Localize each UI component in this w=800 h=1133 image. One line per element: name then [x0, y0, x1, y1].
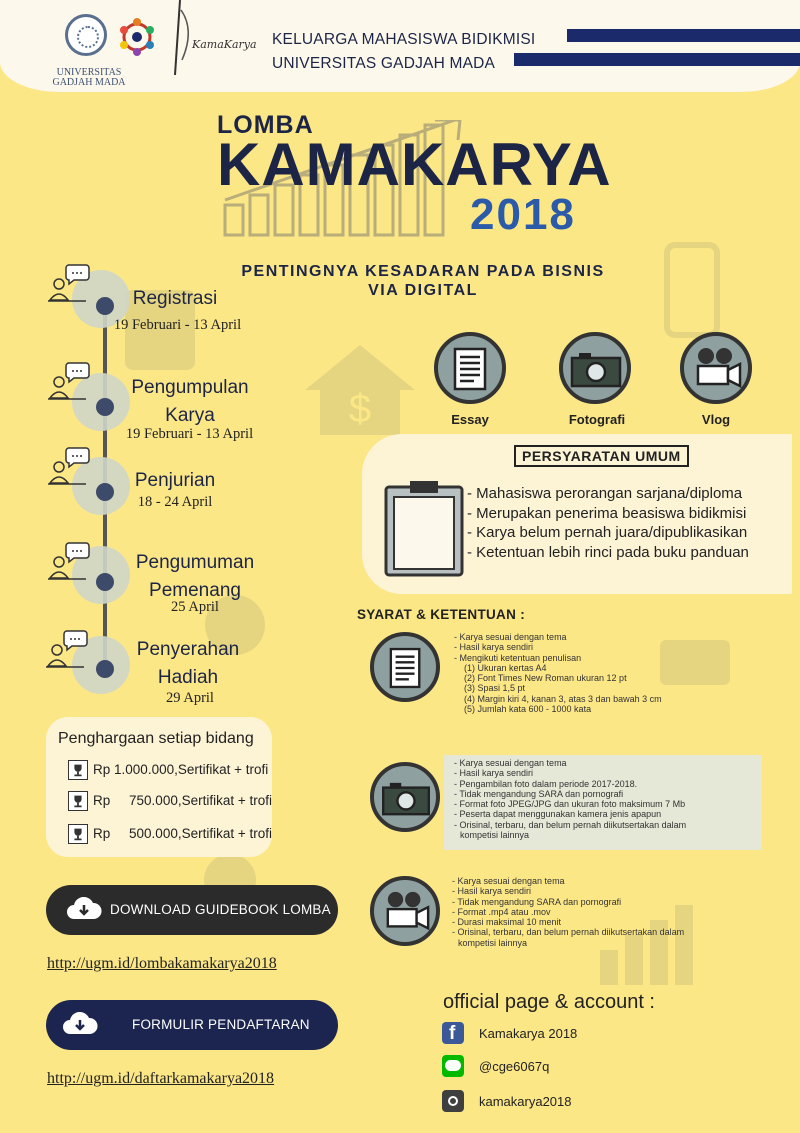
foto-category-circle	[559, 332, 631, 404]
event-year: 2018	[470, 190, 576, 239]
timeline-title-pengumuman: Pengumuman Pemenang	[135, 552, 255, 601]
line-handle[interactable]: @cge6067q	[479, 1059, 550, 1074]
video-camera-icon	[692, 344, 744, 394]
cloud-download-icon	[62, 1012, 98, 1038]
event-theme	[188, 262, 658, 300]
header-bar-bottom	[514, 53, 800, 66]
vlog-terms-circle	[370, 876, 440, 946]
requirements-title: PERSYARATAN UMUM	[514, 445, 689, 467]
line-icon[interactable]	[442, 1055, 464, 1077]
registration-form-button[interactable]	[46, 1000, 338, 1050]
person-chat-icon	[44, 628, 88, 672]
kamakarya-logo	[170, 0, 262, 75]
requirement-item: - Karya belum pernah juara/dipublikasikan	[467, 524, 748, 541]
person-chat-icon	[46, 445, 90, 489]
trophy-icon	[68, 824, 88, 844]
organizer-title	[272, 28, 535, 76]
registration-link[interactable]: http://ugm.id/daftarkamakarya2018	[47, 1070, 275, 1087]
award-row-1: Rp 1.000.000,Sertifikat + trofi	[93, 762, 269, 777]
foto-terms-list: - Karya sesuai dengan tema - Hasil karya sendiri - Pengambilan foto dalam periode 2017-2018. - Tidak mengandung SARA dan pornografi - Format foto JPEG/JPG dan ukuran foto maksimum 7 Mb - Peserta dapat menggunakan kamera jenis apapun - Orisinal, terbaru, dan belum pernah diikutsertakan dalam kompetisi lainnya	[454, 758, 687, 841]
document-icon	[452, 346, 490, 392]
person-chat-icon	[46, 540, 90, 584]
essay-terms-list: - Karya sesuai dengan tema - Hasil karya sendiri - Mengikuti ketentuan penulisan (1) Ukuran kertas A4 (2) Font Times New Roman ukuran 12 pt (3) Spasi 1,5 pt (4) Margin kiri 4, kanan 3, atas 3 dan bawah 3 cm (5) Jumlah kata 600 - 1000 kata	[454, 632, 662, 715]
download-guidebook-button[interactable]	[46, 885, 338, 935]
kmb-logo-icon	[117, 17, 157, 57]
download-button-label: DOWNLOAD GUIDEBOOK LOMBA	[110, 902, 331, 917]
timeline-title-registrasi: Registrasi	[132, 288, 218, 309]
video-camera-icon	[382, 888, 432, 936]
vlog-category-label: Vlog	[701, 412, 731, 427]
timeline-date-penjurian: 18 - 24 April	[137, 494, 213, 510]
camera-icon	[569, 350, 623, 390]
social-title: official page & account :	[443, 991, 655, 1013]
house-dollar-icon	[300, 340, 420, 440]
ugm-logo	[52, 14, 126, 92]
timeline-dot	[96, 398, 114, 416]
essay-terms-circle	[370, 632, 440, 702]
person-chat-icon	[46, 360, 90, 404]
trophy-icon	[68, 760, 88, 780]
timeline-dot	[96, 573, 114, 591]
timeline-title-penjurian: Penjurian	[134, 470, 216, 491]
event-prefix: LOMBA	[217, 111, 314, 139]
timeline-date-pengumuman: 25 April	[171, 599, 219, 615]
event-theme-line1: PENTINGNYA KESADARAN PADA BISNIS	[241, 263, 605, 280]
instagram-icon[interactable]	[442, 1090, 464, 1112]
instagram-handle[interactable]: kamakarya2018	[479, 1094, 572, 1109]
phone-icon	[662, 240, 722, 340]
award-row-3: Rp 500.000,Sertifikat + trofi	[93, 826, 273, 841]
terms-title: SYARAT & KETENTUAN :	[357, 607, 526, 622]
svg-text:$: $	[348, 387, 372, 431]
requirement-item: - Ketentuan lebih rinci pada buku panduan	[467, 543, 749, 561]
essay-category-circle	[434, 332, 506, 404]
cloud-download-icon	[66, 897, 102, 923]
vlog-category-circle	[680, 332, 752, 404]
kamakarya-logo-text: KamaKarya	[192, 38, 257, 51]
requirements-list	[467, 484, 749, 562]
ugm-seal-icon	[65, 14, 107, 56]
timeline-date-registrasi: 19 Februari - 13 April	[113, 317, 242, 333]
document-icon	[388, 646, 424, 690]
facebook-handle[interactable]: Kamakarya 2018	[479, 1026, 578, 1041]
facebook-icon[interactable]: f	[442, 1022, 464, 1044]
organizer-title-line1: KELUARGA MAHASISWA BIDIKMISI	[272, 31, 536, 48]
ugm-logo-text: UNIVERSITAS GADJAH MADA	[52, 67, 126, 88]
guidebook-link[interactable]: http://ugm.id/lombakamakarya2018	[47, 955, 277, 972]
timeline-date-penyerahan: 29 April	[166, 690, 214, 706]
timeline-title-pengumpulan: Pengumpulan Karya	[131, 377, 249, 426]
trophy-icon	[68, 791, 88, 811]
person-chat-icon	[46, 262, 90, 306]
registration-button-label: FORMULIR PENDAFTARAN	[132, 1017, 310, 1032]
timeline-dot	[96, 660, 114, 678]
requirement-item: - Mahasiswa perorangan sarjana/diploma	[467, 485, 743, 502]
camera-icon	[380, 780, 432, 818]
event-theme-line2: VIA DIGITAL	[368, 282, 478, 299]
essay-category-label: Essay	[451, 412, 489, 427]
foto-category-label: Fotografi	[568, 412, 626, 427]
vlog-terms-list: - Karya sesuai dengan tema - Hasil karya sendiri - Tidak mengandung SARA dan pornografi - Format .mp4 atau .mov - Durasi maksimal 10 menit - Orisinal, terbaru, dan belum pernah diikutsertakan dalam kompetisi lainnya	[452, 876, 685, 948]
requirement-item: - Merupakan penerima beasiswa bidikmisi	[467, 504, 747, 522]
organizer-title-line2: UNIVERSITAS GADJAH MADA	[272, 55, 496, 72]
award-row-2: Rp 750.000,Sertifikat + trofi	[93, 793, 273, 808]
event-name: KAMAKARYA	[217, 131, 612, 198]
foto-terms-circle	[370, 762, 440, 832]
hand-coin-icon	[650, 610, 740, 690]
awards-title: Penghargaan setiap bidang	[58, 730, 254, 747]
header-bar-top	[567, 29, 800, 42]
clipboard-icon	[384, 479, 464, 577]
timeline-title-penyerahan: Penyerahan Hadiah	[136, 639, 240, 688]
timeline-date-pengumpulan: 19 Februari - 13 April	[125, 426, 254, 442]
